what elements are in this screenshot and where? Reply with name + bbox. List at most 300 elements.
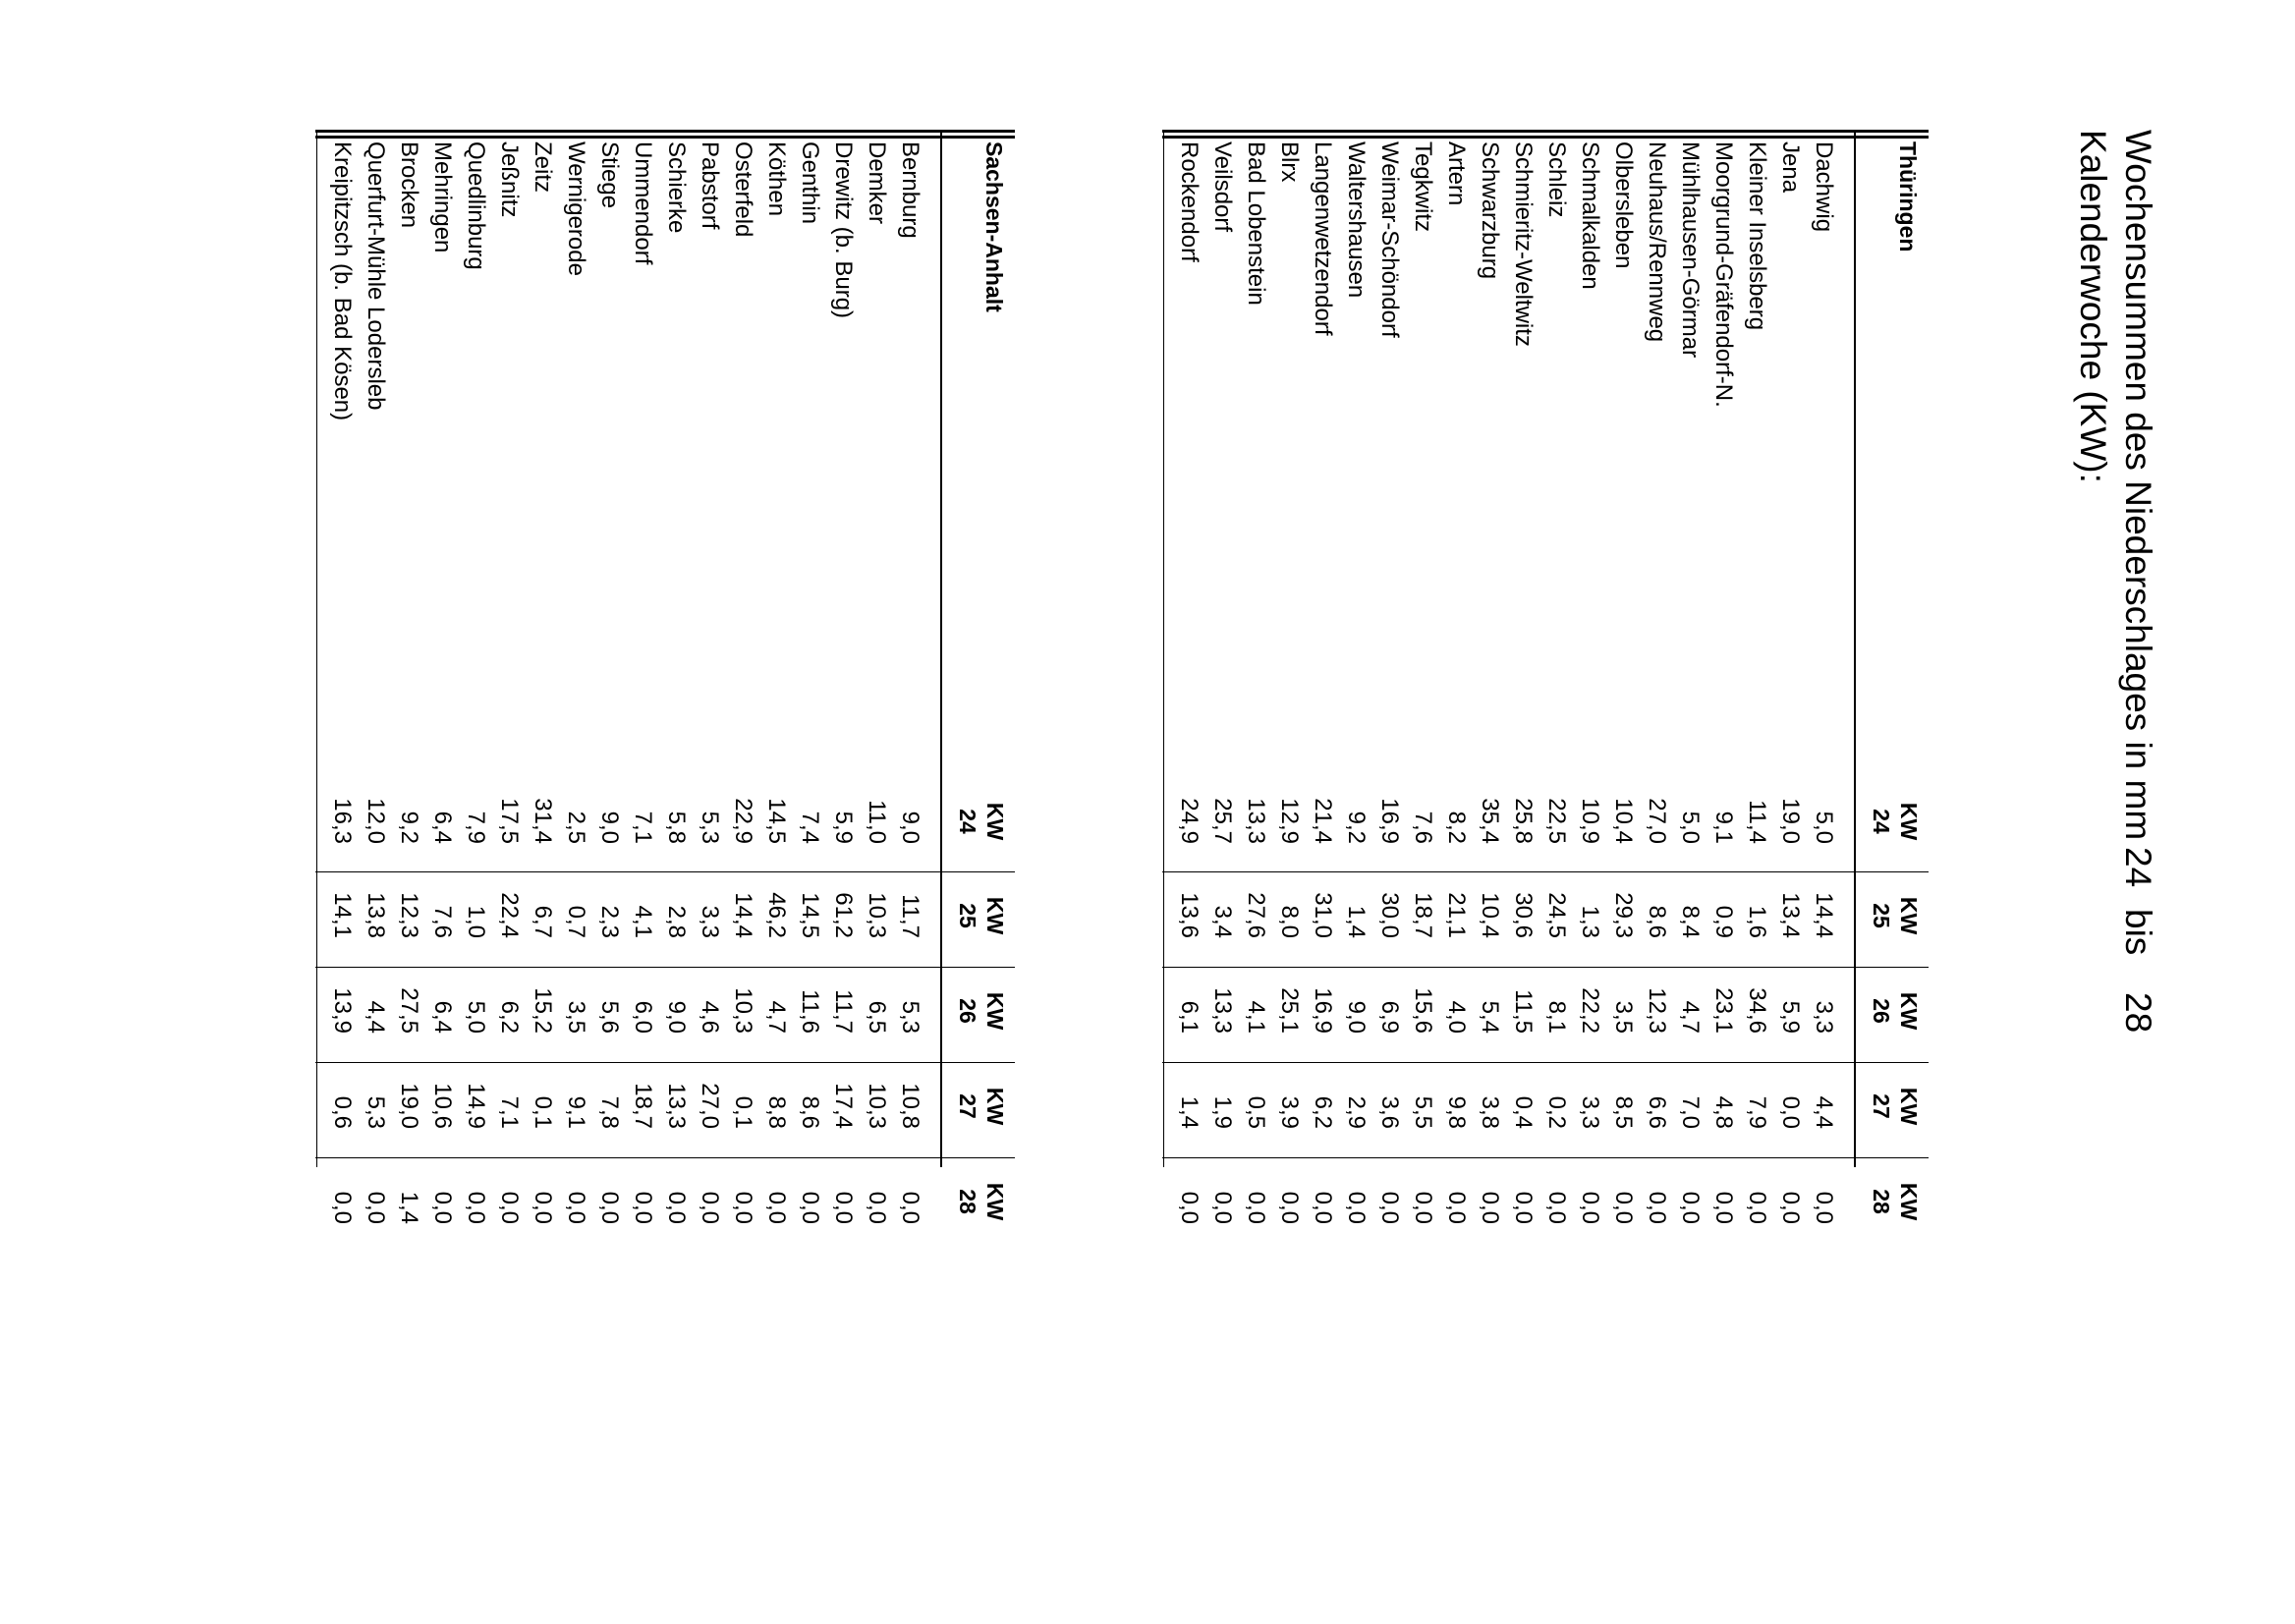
- precip-value: 0,0: [864, 1191, 890, 1224]
- precip-value: 46,2: [763, 892, 790, 938]
- precip-value: 34,6: [1744, 987, 1770, 1034]
- precip-value: 1,3: [1577, 905, 1603, 938]
- table-row: [1272, 130, 1306, 1224]
- range-to: 28: [2118, 992, 2158, 1034]
- table-row: [1406, 130, 1439, 1224]
- precip-value: 4,4: [1811, 1095, 1837, 1129]
- precip-value: 0,0: [1577, 1191, 1603, 1224]
- precip-value: 7,1: [630, 811, 656, 844]
- precip-value: 1,9: [1209, 1095, 1236, 1129]
- precip-value: 0,0: [797, 1191, 823, 1224]
- precip-value: 0,0: [1510, 1191, 1537, 1224]
- station-name: Mehringen: [429, 141, 456, 253]
- station-name: Artern: [1443, 141, 1470, 206]
- table-row: [1573, 130, 1606, 1224]
- precip-value: 6,2: [1310, 1095, 1336, 1129]
- precip-value: 0,0: [1410, 1191, 1436, 1224]
- kw-header: [954, 787, 1009, 856]
- station-name: Weimar-Schöndorf: [1376, 141, 1403, 338]
- document-title: Wochensummen des Niederschlages in mm: [2118, 130, 2158, 841]
- precip-value: 7,1: [496, 1095, 523, 1129]
- precip-value: 6,1: [1176, 1000, 1203, 1034]
- precip-value: 6,0: [630, 1000, 656, 1034]
- station-name: Bad Lobenstein: [1243, 141, 1269, 306]
- table-row: [1707, 130, 1740, 1224]
- table-row: [1673, 130, 1707, 1224]
- precip-value: 17,5: [496, 798, 523, 844]
- precip-value: 16,9: [1310, 987, 1336, 1034]
- precip-value: 11,7: [830, 989, 857, 1034]
- precip-value: 3,4: [1209, 905, 1236, 938]
- precip-value: 7,4: [797, 811, 823, 844]
- precip-value: 13,6: [1176, 892, 1203, 938]
- station-name: Neuhaus/Rennweg: [1644, 141, 1670, 343]
- precip-value: 0,0: [1343, 1191, 1370, 1224]
- station-name: Moorgrund-Gräfendorf-N.: [1710, 141, 1737, 408]
- precip-value: 9,0: [1343, 1000, 1370, 1034]
- precip-value: 14,4: [730, 892, 756, 938]
- precip-value: 24,9: [1176, 798, 1203, 844]
- station-name: Drewitz (b. Burg): [830, 141, 857, 319]
- precip-value: 0,2: [1543, 1095, 1570, 1129]
- precip-value: 14,1: [329, 892, 356, 938]
- kw-number: 25: [1869, 903, 1894, 928]
- table-row: [1506, 130, 1539, 1224]
- table-thueringen: [1162, 130, 1929, 1224]
- table-row: [759, 130, 793, 1224]
- table-row: [726, 130, 759, 1224]
- precip-value: 0,0: [596, 1191, 623, 1224]
- kw-number: 24: [1869, 809, 1894, 834]
- precip-value: 0,0: [697, 1191, 723, 1224]
- precip-value: 3,5: [563, 1000, 589, 1034]
- precip-value: 61,2: [830, 892, 857, 938]
- table-row: [1473, 130, 1506, 1224]
- precip-value: 27,5: [396, 987, 422, 1034]
- precip-value: 9,8: [1443, 1095, 1470, 1129]
- precip-value: 0,9: [1710, 905, 1737, 938]
- precip-value: 31,0: [1310, 892, 1336, 938]
- precip-value: 21,4: [1310, 798, 1336, 844]
- table-row: [459, 130, 492, 1224]
- precip-value: 25,1: [1276, 987, 1303, 1034]
- precip-value: 3,5: [1610, 1000, 1637, 1034]
- precip-value: 3,9: [1276, 1095, 1303, 1129]
- precip-value: 9,2: [396, 811, 422, 844]
- range-from: 24: [2118, 847, 2158, 888]
- kw-header: [954, 1167, 1009, 1236]
- station-name: Stiege: [596, 141, 623, 209]
- station-name: Zeitz: [530, 141, 556, 194]
- precip-value: 16,9: [1376, 798, 1403, 844]
- table-row: [1239, 130, 1272, 1224]
- precip-value: 12,3: [1644, 987, 1670, 1034]
- station-name: Wernigerode: [563, 141, 589, 276]
- precip-value: 7,6: [1410, 811, 1436, 844]
- table-row: [1372, 130, 1406, 1224]
- precip-value: 13,9: [329, 987, 356, 1034]
- precip-value: 0,0: [1644, 1191, 1670, 1224]
- precip-value: 25,8: [1510, 798, 1537, 844]
- station-name: Köthen: [763, 141, 790, 217]
- station-name: Schmalkalden: [1577, 141, 1603, 290]
- precip-value: 0,0: [1777, 1095, 1804, 1129]
- precip-value: 2,5: [563, 811, 589, 844]
- table-row: [425, 130, 459, 1224]
- kw-header: [1868, 881, 1923, 950]
- table-sachsen-anhalt: [315, 130, 1015, 1224]
- station-name: Rockendorf: [1176, 141, 1203, 262]
- precip-value: 0,0: [1744, 1191, 1770, 1224]
- precip-value: 22,2: [1577, 987, 1603, 1034]
- precip-value: 0,0: [530, 1191, 556, 1224]
- precip-value: 4,4: [363, 1000, 389, 1034]
- precip-value: 0,0: [1677, 1191, 1704, 1224]
- station-name: Genthin: [797, 141, 823, 225]
- table-row: [1740, 130, 1773, 1224]
- document-subtitle: Kalenderwoche (KW):: [2073, 130, 2113, 483]
- precip-value: 0,0: [1811, 1191, 1837, 1224]
- kw-number: 28: [955, 1189, 980, 1214]
- kw-number: 26: [1869, 998, 1894, 1024]
- precip-value: 8,8: [763, 1095, 790, 1129]
- precip-value: 0,0: [429, 1191, 456, 1224]
- precip-value: 10,6: [429, 1083, 456, 1129]
- precip-value: 29,3: [1610, 892, 1637, 938]
- station-name: Querfurt-Mühle Lodersleb: [363, 141, 389, 411]
- station-name: Osterfeld: [730, 141, 756, 238]
- station-name: Schleiz: [1543, 141, 1570, 218]
- precip-value: 7,9: [463, 811, 489, 844]
- precip-value: 22,4: [496, 892, 523, 938]
- range-word: bis: [2118, 909, 2158, 956]
- precip-value: 0,1: [530, 1095, 556, 1129]
- station-name: Tegkwitz: [1410, 141, 1436, 233]
- table-row: [1339, 130, 1372, 1224]
- table-row: [1306, 130, 1339, 1224]
- precip-value: 16,3: [329, 798, 356, 844]
- station-name: Quedlinburg: [463, 141, 489, 270]
- table-row: [559, 130, 592, 1224]
- precip-value: 0,0: [363, 1191, 389, 1224]
- station-name: Demker: [864, 141, 890, 225]
- precip-value: 10,3: [864, 892, 890, 938]
- precip-value: 19,0: [396, 1083, 422, 1129]
- precip-value: 18,7: [1410, 892, 1436, 938]
- precip-value: 0,0: [1310, 1191, 1336, 1224]
- precip-value: 8,1: [1543, 1000, 1570, 1034]
- precip-value: 12,9: [1276, 798, 1303, 844]
- kw-label: KW: [982, 1182, 1008, 1221]
- precip-value: 4,8: [1710, 1095, 1737, 1129]
- precip-value: 0,0: [897, 1191, 924, 1224]
- precip-value: 0,0: [1710, 1191, 1737, 1224]
- precip-value: 5,0: [1811, 811, 1837, 844]
- precip-value: 6,2: [496, 1000, 523, 1034]
- station-name: Pabstorf: [697, 141, 723, 230]
- precip-value: 11,6: [797, 989, 823, 1034]
- precip-value: 6,4: [429, 811, 456, 844]
- precip-value: 22,5: [1543, 798, 1570, 844]
- precip-value: 13,3: [1243, 798, 1269, 844]
- precip-value: 1,4: [1176, 1095, 1203, 1129]
- precip-value: 5,4: [1477, 1000, 1503, 1034]
- station-name: Jena: [1777, 141, 1804, 194]
- kw-header: [954, 1072, 1009, 1141]
- precip-value: 23,1: [1710, 987, 1737, 1034]
- precip-value: 0,0: [1543, 1191, 1570, 1224]
- table-row: [359, 130, 392, 1224]
- precip-value: 4,6: [697, 1000, 723, 1034]
- precip-value: 0,0: [496, 1191, 523, 1224]
- precip-value: 8,6: [797, 1095, 823, 1129]
- precip-value: 10,9: [1577, 798, 1603, 844]
- precip-value: 4,0: [1443, 1000, 1470, 1034]
- precip-value: 11,5: [1510, 989, 1537, 1034]
- precip-value: 0,7: [563, 905, 589, 938]
- precip-value: 5,9: [1777, 1000, 1804, 1034]
- precip-value: 7,6: [429, 905, 456, 938]
- precip-value: 30,0: [1376, 892, 1403, 938]
- precip-value: 6,9: [1376, 1000, 1403, 1034]
- precip-value: 10,3: [730, 987, 756, 1034]
- station-name: Langenwetzendorf: [1310, 141, 1336, 336]
- precip-value: 8,0: [1276, 905, 1303, 938]
- precip-value: 14,9: [463, 1083, 489, 1129]
- precip-value: 9,0: [897, 811, 924, 844]
- precip-value: 0,0: [463, 1191, 489, 1224]
- precip-value: 1,4: [1343, 905, 1370, 938]
- kw-label: KW: [1896, 991, 1922, 1031]
- precip-value: 9,0: [596, 811, 623, 844]
- table-row: [1539, 130, 1573, 1224]
- precip-value: 0,0: [1276, 1191, 1303, 1224]
- precip-value: 8,6: [1644, 905, 1670, 938]
- station-name: Veilsdorf: [1209, 141, 1236, 233]
- precip-value: 12,0: [363, 798, 389, 844]
- precip-value: 0,0: [830, 1191, 857, 1224]
- table-row: [392, 130, 425, 1224]
- kw-label: KW: [982, 802, 1008, 841]
- station-name: Mühlhausen-Görmar: [1677, 141, 1704, 359]
- kw-label: KW: [982, 1087, 1008, 1126]
- precip-value: 0,0: [1243, 1191, 1269, 1224]
- kw-header: [1868, 787, 1923, 856]
- kw-label: KW: [982, 896, 1008, 935]
- kw-label: KW: [1896, 802, 1922, 841]
- precip-value: 1,6: [1744, 905, 1770, 938]
- station-name: Kleiner Inselsberg: [1744, 141, 1770, 331]
- station-name: Schmieritz-Weltwitz: [1510, 141, 1537, 347]
- precip-value: 25,7: [1209, 798, 1236, 844]
- precip-value: 22,9: [730, 798, 756, 844]
- precip-value: 5,3: [697, 811, 723, 844]
- precip-value: 0,1: [730, 1095, 756, 1129]
- precip-value: 0,0: [563, 1191, 589, 1224]
- precip-value: 5,6: [596, 1000, 623, 1034]
- table-row: [1807, 130, 1840, 1224]
- precip-value: 14,5: [763, 798, 790, 844]
- precip-value: 27,0: [697, 1083, 723, 1129]
- kw-number: 25: [955, 903, 980, 928]
- table-row: [693, 130, 726, 1224]
- table-row: [793, 130, 826, 1224]
- station-name: Schierke: [663, 141, 690, 234]
- kw-header: [954, 881, 1009, 950]
- precip-value: 0,4: [1510, 1095, 1537, 1129]
- precip-value: 4,1: [1243, 1000, 1269, 1034]
- table-row: [1606, 130, 1640, 1224]
- station-name: Ummendorf: [630, 141, 656, 265]
- precip-value: 11,0: [864, 800, 890, 844]
- precip-value: 9,1: [563, 1095, 589, 1129]
- precip-value: 11,4: [1744, 800, 1770, 844]
- region-header: Sachsen-Anhalt: [981, 141, 1007, 312]
- table-row: [659, 130, 693, 1224]
- precip-value: 30,6: [1510, 892, 1537, 938]
- precip-value: 5,0: [463, 1000, 489, 1034]
- table-bottom-rule: [316, 130, 317, 1167]
- precip-value: 10,4: [1610, 798, 1637, 844]
- precip-value: 0,6: [329, 1095, 356, 1129]
- precip-value: 18,7: [630, 1083, 656, 1129]
- table-row: [860, 130, 893, 1224]
- precip-value: 8,5: [1610, 1095, 1637, 1129]
- precip-value: 19,0: [1777, 798, 1804, 844]
- precip-value: 4,1: [630, 905, 656, 938]
- precip-value: 3,6: [1376, 1095, 1403, 1129]
- kw-number: 27: [955, 1093, 980, 1119]
- station-name: Brocken: [396, 141, 422, 229]
- kw-number: 28: [1869, 1189, 1894, 1214]
- table-row: [626, 130, 659, 1224]
- precip-value: 10,4: [1477, 892, 1503, 938]
- kw-number: 27: [1869, 1093, 1894, 1119]
- station-name: Bernburg: [897, 141, 924, 239]
- precip-value: 0,0: [1777, 1191, 1804, 1224]
- precip-value: 13,3: [1209, 987, 1236, 1034]
- table-row: [1439, 130, 1473, 1224]
- precip-value: 0,0: [663, 1191, 690, 1224]
- table-bottom-rule: [1163, 130, 1164, 1167]
- precip-value: 0,0: [630, 1191, 656, 1224]
- kw-header: [1868, 977, 1923, 1045]
- precip-value: 10,8: [897, 1083, 924, 1129]
- precip-value: 14,5: [797, 892, 823, 938]
- precip-value: 7,0: [1677, 1095, 1704, 1129]
- precip-value: 5,5: [1410, 1095, 1436, 1129]
- table-row: [893, 130, 926, 1224]
- region-header: Thüringen: [1895, 141, 1921, 252]
- precip-value: 15,6: [1410, 987, 1436, 1034]
- kw-label: KW: [1896, 1182, 1922, 1221]
- table-row: [592, 130, 626, 1224]
- header-rule: [1854, 130, 1856, 1167]
- header-rule: [940, 130, 942, 1167]
- kw-label: KW: [1896, 1087, 1922, 1126]
- table-row: [526, 130, 559, 1224]
- kw-label: KW: [1896, 896, 1922, 935]
- kw-number: 24: [955, 809, 980, 834]
- precip-value: 7,8: [596, 1095, 623, 1129]
- precip-value: 24,5: [1543, 892, 1570, 938]
- precip-value: 0,0: [1376, 1191, 1403, 1224]
- precip-value: 8,2: [1443, 811, 1470, 844]
- precip-value: 13,8: [363, 892, 389, 938]
- precip-value: 5,3: [363, 1095, 389, 1129]
- precip-value: 6,4: [429, 1000, 456, 1034]
- precip-value: 6,6: [1644, 1095, 1670, 1129]
- precip-value: 0,0: [1443, 1191, 1470, 1224]
- station-name: Dachwig: [1811, 141, 1837, 233]
- table-row: [1773, 130, 1807, 1224]
- precip-value: 13,3: [663, 1083, 690, 1129]
- precip-value: 27,6: [1243, 892, 1269, 938]
- precip-value: 17,4: [830, 1083, 857, 1129]
- precip-value: 3,3: [1811, 1000, 1837, 1034]
- precip-value: 21,1: [1443, 892, 1470, 938]
- precip-value: 0,5: [1243, 1095, 1269, 1129]
- precip-value: 13,4: [1777, 892, 1804, 938]
- precip-value: 14,4: [1811, 892, 1837, 938]
- table-row: [826, 130, 860, 1224]
- precip-value: 11,7: [897, 894, 924, 938]
- kw-label: KW: [982, 991, 1008, 1031]
- precip-value: 0,0: [1176, 1191, 1203, 1224]
- station-name: Blrx: [1276, 141, 1303, 183]
- precip-value: 7,9: [1744, 1095, 1770, 1129]
- precip-value: 6,7: [530, 905, 556, 938]
- precip-value: 0,0: [730, 1191, 756, 1224]
- precip-value: 9,1: [1710, 811, 1737, 844]
- station-name: Waltershausen: [1343, 141, 1370, 299]
- precip-value: 0,0: [1209, 1191, 1236, 1224]
- station-name: Jeßnitz: [496, 141, 523, 218]
- precip-value: 4,7: [763, 1000, 790, 1034]
- kw-header: [1868, 1072, 1923, 1141]
- precip-value: 3,3: [697, 905, 723, 938]
- precip-value: 4,7: [1677, 1000, 1704, 1034]
- precip-value: 12,3: [396, 892, 422, 938]
- precip-value: 3,8: [1477, 1095, 1503, 1129]
- table-row: [1205, 130, 1239, 1224]
- kw-header: [1868, 1167, 1923, 1236]
- precip-value: 3,3: [1577, 1095, 1603, 1129]
- precip-value: 9,0: [663, 1000, 690, 1034]
- table-row: [1640, 130, 1673, 1224]
- precip-value: 0,0: [1477, 1191, 1503, 1224]
- precip-value: 27,0: [1644, 798, 1670, 844]
- precip-value: 0,0: [329, 1191, 356, 1224]
- precip-value: 6,5: [864, 1000, 890, 1034]
- table-row: [1172, 130, 1205, 1224]
- table-row: [492, 130, 526, 1224]
- precip-value: 0,0: [763, 1191, 790, 1224]
- station-name: Olbersleben: [1610, 141, 1637, 269]
- precip-value: 35,4: [1477, 798, 1503, 844]
- precip-value: 5,3: [897, 1000, 924, 1034]
- precip-value: 1,0: [463, 905, 489, 938]
- precip-value: 2,9: [1343, 1095, 1370, 1129]
- precip-value: 15,2: [530, 987, 556, 1034]
- precip-value: 5,9: [830, 811, 857, 844]
- precip-value: 5,0: [1677, 811, 1704, 844]
- precip-value: 10,3: [864, 1083, 890, 1129]
- precip-value: 2,3: [596, 905, 623, 938]
- station-name: Kreipitzsch (b. Bad Kösen): [329, 141, 356, 421]
- station-name: Schwarzburg: [1477, 141, 1503, 280]
- precip-value: 8,4: [1677, 905, 1704, 938]
